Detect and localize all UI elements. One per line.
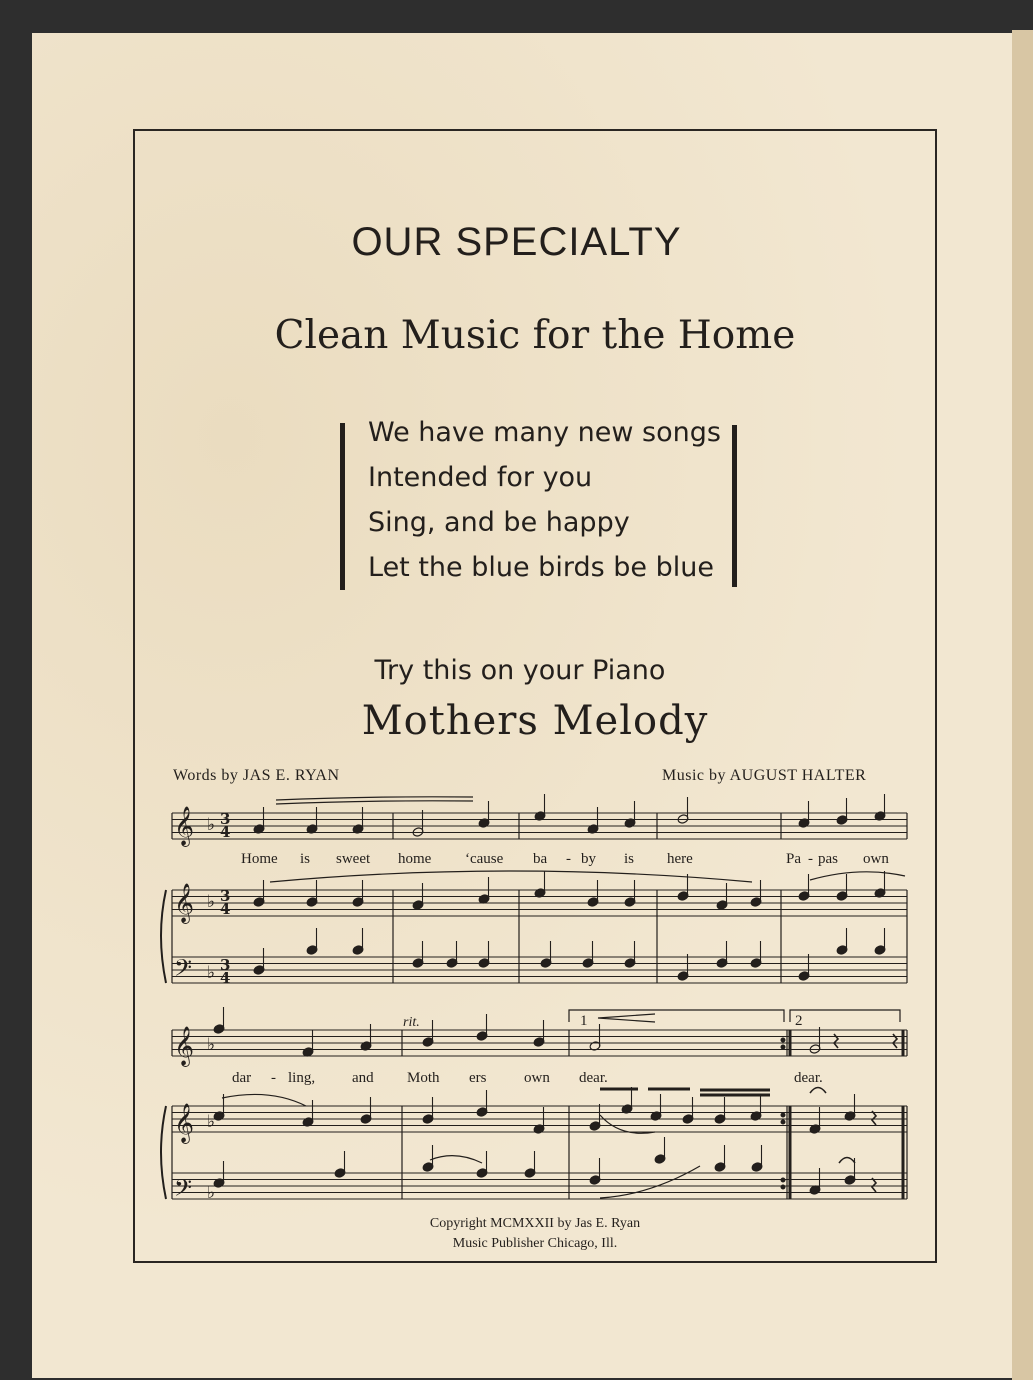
lyric: by <box>581 851 596 867</box>
lyric: own <box>524 1070 550 1086</box>
lyric: Pa <box>786 851 801 867</box>
lyric: Home <box>241 851 278 867</box>
flat-icon: ♭ <box>207 815 216 835</box>
time-signature: 4 <box>220 900 231 918</box>
fermata-icon <box>839 1158 855 1164</box>
slur <box>276 801 473 804</box>
repeat-dot <box>781 1113 785 1117</box>
slur <box>276 797 473 800</box>
first-ending-label: 1 <box>580 1013 588 1029</box>
page-heading: OUR SPECIALTY <box>351 220 682 264</box>
hairpin <box>598 1014 655 1022</box>
lyric: - <box>808 851 813 867</box>
page-subheading: Clean Music for the Home <box>274 313 796 358</box>
flat-icon: ♭ <box>207 1112 216 1132</box>
time-signature: 3 <box>220 956 231 974</box>
lyric: dear. <box>794 1070 823 1086</box>
flat-icon: ♭ <box>207 1035 216 1055</box>
verse-line: Intended for you <box>368 462 593 493</box>
time-signature: 3 <box>220 887 231 905</box>
slur <box>270 871 752 882</box>
clefs <box>174 806 230 1207</box>
fermata-icon <box>810 1088 826 1094</box>
lyric: sweet <box>336 851 371 867</box>
flat-icon: ♭ <box>207 892 216 912</box>
treble-clef-icon: 𝄞 <box>174 883 195 923</box>
lyric: dar <box>232 1070 252 1086</box>
repeat-dot <box>781 1185 785 1189</box>
copyright-line: Copyright MCMXXII by Jas E. Ryan <box>429 1216 641 1231</box>
slur <box>600 1166 700 1198</box>
song-title: Mothers Melody <box>361 698 709 744</box>
verse-line: Sing, and be happy <box>368 507 630 538</box>
repeat-dot <box>781 1120 785 1124</box>
rest-icon <box>872 1178 876 1192</box>
music-credit: Music by AUGUST HALTER <box>662 767 867 784</box>
first-ending-bracket <box>569 1010 784 1022</box>
lyric: - <box>271 1070 276 1086</box>
notes <box>213 794 905 1198</box>
slur <box>222 1094 306 1106</box>
lyric: dear. <box>579 1070 608 1086</box>
lyric: is <box>300 851 311 867</box>
flat-icon: ♭ <box>207 1183 216 1203</box>
treble-clef-icon: 𝄞 <box>174 1103 195 1143</box>
lyric: pas <box>818 851 838 867</box>
lyric: - <box>566 851 571 867</box>
try-text: Try this on your Piano <box>374 655 666 686</box>
lyric: ers <box>469 1070 487 1086</box>
treble-clef-icon: 𝄞 <box>174 806 195 846</box>
verse-line: Let the blue birds be blue <box>368 552 714 583</box>
repeat-dot <box>781 1045 785 1049</box>
words-credit: Words by JAS E. RYAN <box>173 767 340 784</box>
repeat-dot <box>781 1038 785 1042</box>
lyric: and <box>352 1070 374 1086</box>
lyric: ling, <box>288 1070 316 1086</box>
second-ending-label: 2 <box>795 1013 803 1029</box>
time-signature: 4 <box>220 969 231 987</box>
rit-marking: rit. <box>403 1015 420 1030</box>
verse-line: We have many new songs <box>368 417 721 448</box>
time-signature: 3 <box>220 810 231 828</box>
lyric: here <box>667 851 693 867</box>
repeat-dot <box>781 1178 785 1182</box>
copyright-line: Music Publisher Chicago, Ill. <box>452 1236 618 1251</box>
lyric: is <box>624 851 635 867</box>
slur <box>810 872 905 880</box>
bass-clef-icon: 𝄢 <box>174 954 193 987</box>
slur <box>430 1156 482 1163</box>
lyric: own <box>863 851 889 867</box>
lyric: ba <box>533 851 548 867</box>
slur <box>600 1115 655 1133</box>
rest-icon <box>872 1111 876 1125</box>
brace <box>161 1106 166 1199</box>
flat-icon: ♭ <box>207 963 216 983</box>
second-ending-bracket <box>790 1010 900 1022</box>
lyric: home <box>398 851 432 867</box>
lyric: Moth <box>407 1070 440 1086</box>
brace <box>161 890 166 983</box>
time-signature: 4 <box>220 823 231 841</box>
lyric: ‘cause <box>465 851 504 867</box>
bass-clef-icon: 𝄢 <box>174 1174 193 1207</box>
treble-clef-icon: 𝄞 <box>174 1026 195 1066</box>
